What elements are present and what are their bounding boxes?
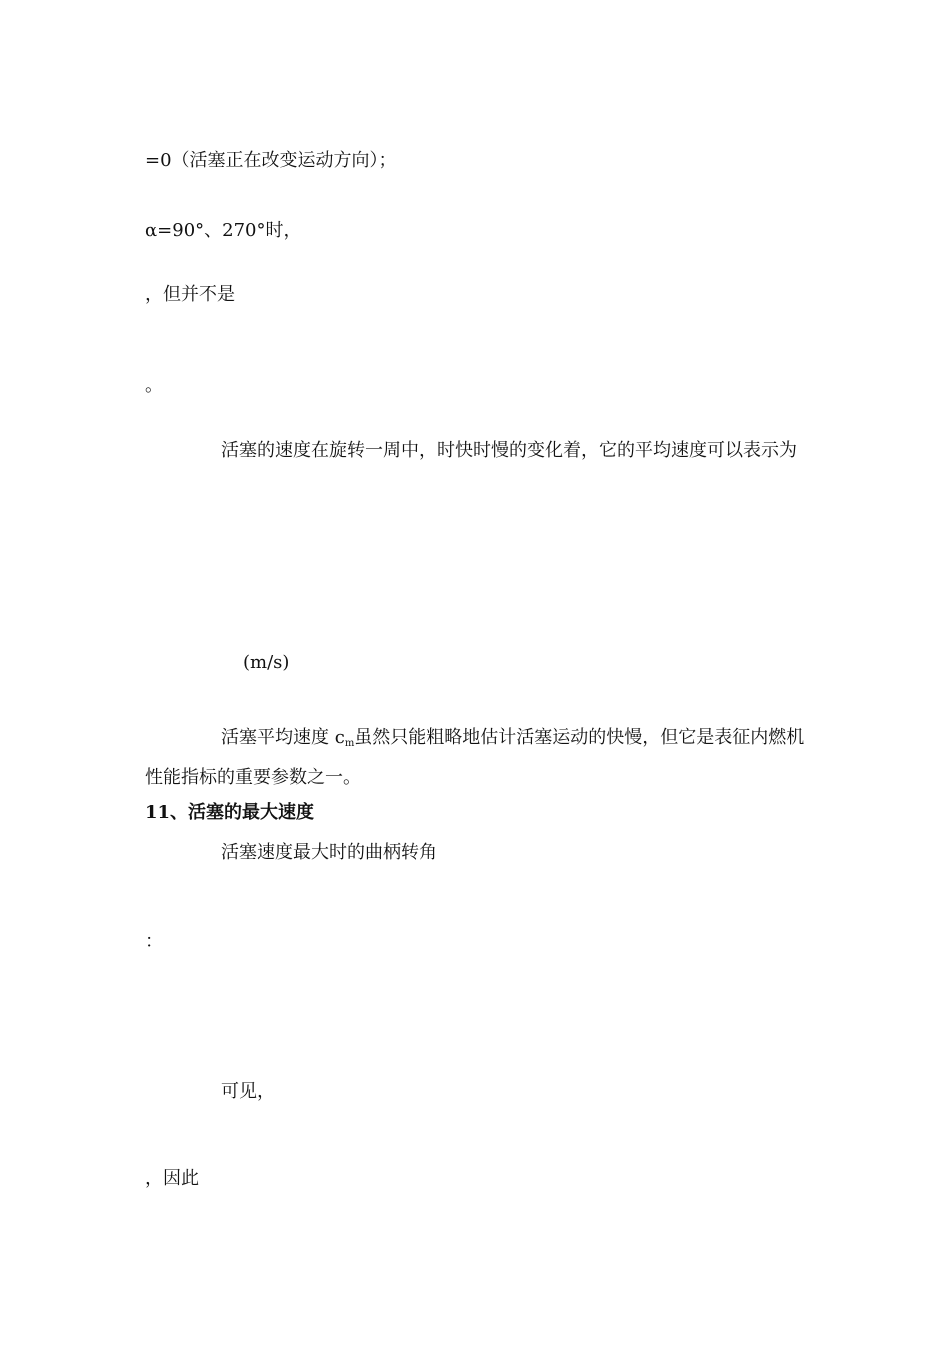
- text-line-angle: α=90°、270°时，: [145, 220, 302, 241]
- text-line-but-not: ，但并不是: [145, 284, 235, 305]
- paragraph-mean-speed-note: [145, 721, 805, 795]
- section-heading-max-speed: 11、活塞的最大速度: [145, 802, 315, 823]
- unit-label: (m/s): [243, 652, 290, 673]
- text-line-period: 。: [145, 375, 163, 396]
- paragraph-average-speed: 活塞的速度在旋转一周中，时快时慢的变化着，它的平均速度可以表示为: [221, 440, 797, 461]
- text-line-visible: 可见，: [221, 1081, 275, 1102]
- text-line-colon: ：: [145, 931, 163, 952]
- mean-speed-text-before: 活塞平均速度 c: [221, 727, 345, 748]
- text-line-zero-velocity: =0（活塞正在改变运动方向）；: [145, 150, 397, 171]
- mean-speed-text-after: 虽然只能粗略地估计活塞运动的快慢，但它是表征内燃机性能指标的重要参数之一。: [145, 727, 805, 788]
- mean-speed-subscript: m: [344, 738, 355, 749]
- text-line-therefore: ，因此: [145, 1168, 199, 1189]
- text-line-crank-angle: 活塞速度最大时的曲柄转角: [221, 842, 437, 863]
